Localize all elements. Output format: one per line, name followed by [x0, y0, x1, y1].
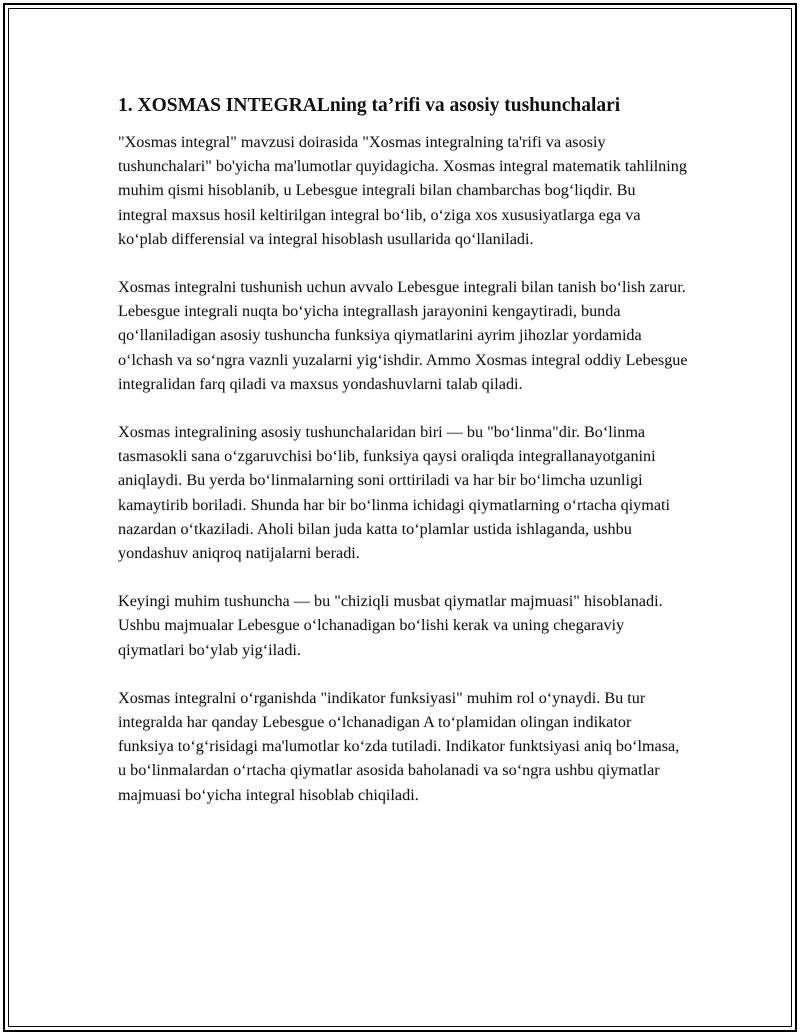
paragraph-5: Xosmas integralni o‘rganishda "indikator funksiyasi" muhim rol o‘ynaydi. Bu tur integralda har qanday Lebesgue o‘lchanadigan A to‘plamidan olingan indikator funksiya to‘g‘risidagi ma'lumotlar ko‘zda tutiladi. Indikator funktsiyasi aniq bo‘lmasa, u bo‘linmalardan o‘rtacha qiymatlar asosida baholanadi va so‘ngra ushbu qiymatlar majmuasi bo‘yicha integral hisoblab chiqiladi.	[118, 688, 680, 804]
section-heading: 1. XOSMAS INTEGRALning ta’rifi va asosiy tushunchalari	[118, 95, 621, 116]
paragraph-1: "Xosmas integral" mavzusi doirasida "Xosmas integralning ta'rifi va asosiy tushunchalari" bo'yicha ma'lumotlar quyidagicha. Xosmas integral matematik tahlilning muhim qismi hisoblanib, u Lebesgue integrali bilan chambarchas bog‘liqdir. Bu integral maxsus hosil keltirilgan integral bo‘lib, o‘ziga xos xususiyatlarga ega va ko‘plab differensial va integral hisoblash usullarida qo‘llaniladi.	[118, 133, 687, 248]
paragraph-4: Keyingi muhim tushuncha — bu "chiziqli musbat qiymatlar majmuasi" hisoblanadi. Ushbu majmualar Lebesgue o‘lchanadigan bo‘lishi kerak va uning chegaraviy qiymatlari bo‘ylab yig‘iladi.	[118, 592, 663, 659]
paragraph-3: Xosmas integralining asosiy tushunchalaridan biri — bu "bo‘linma"dir. Bo‘linma tasmasokli sana o‘zgaruvchisi bo‘lib, funksiya qaysi oraliqda integrallanayotganini aniqlaydi. Bu yerda bo‘linmalarning soni orttiriladi va har bir bo‘limcha uzunligi kamaytirib boriladi. Shunda har bir bo‘linma ichidagi qiymatlarning o‘rtacha qiymati nazardan o‘tkaziladi. Aholi bilan juda katta to‘plamlar ustida ishlaganda, ushbu yondashuv aniqroq natijalarni beradi.	[118, 423, 671, 563]
document-body	[118, 92, 688, 831]
paragraph-2: Xosmas integralni tushunish uchun avvalo Lebesgue integrali bilan tanish bo‘lish zarur. Lebesgue integrali nuqta bo‘yicha integrallash jarayonini kengaytiradi, bunda qo‘llaniladigan asosiy tushuncha funksiya qiymatlarini ayrim jihozlar yordamida o‘lchash va so‘ngra vaznli yuzalarni yig‘ishdir. Ammo Xosmas integral oddiy Lebesgue integralidan farq qiladi va maxsus yondashuvlarni talab qiladi.	[118, 278, 688, 393]
